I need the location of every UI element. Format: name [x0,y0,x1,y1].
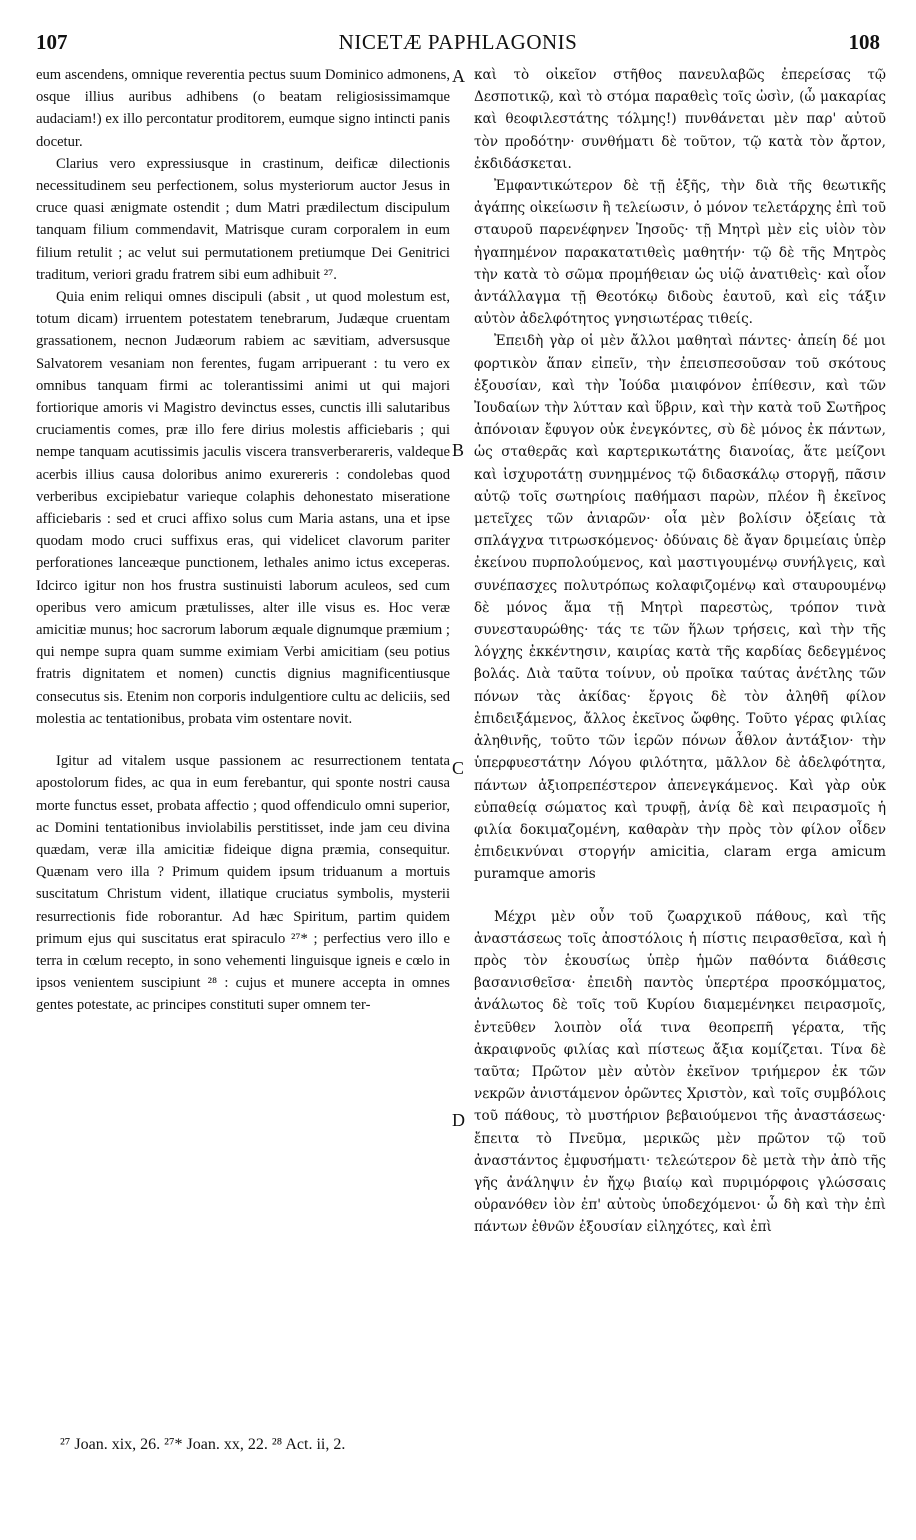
margin-marker-b: B [452,440,465,460]
margin-marker-d: D [452,1110,465,1130]
greek-column [474,64,886,1239]
margin-markers [448,0,476,1540]
greek-paragraph: καὶ τὸ οἰκεῖον στῆθος πανευλαβῶς ἐπερείσας τῷ Δεσποτικῷ, καὶ τὸ στόμα παραθεὶς τοῖς ὠσὶν, (ὦ μακαρίας καὶ θεοφιλεστάτης τόλμης!) πυνθάνεται μὲν παρ' αὐτοῦ τὸν προδότην· συνθήματι δὲ τοῦτον, τῷ κατὰ τὸν ἄρτον, ἐκδιδάσκεται. [474,67,886,172]
margin-marker-c: C [452,758,465,778]
greek-paragraph: Ἐμφαντικώτερον δὲ τῇ ἑξῆς, τὴν διὰ τῆς θεωτικῆς ἀγάπης οἰκείωσιν ἢ τελείωσιν, ὁ μόνον τελετάρχης ἐπὶ τοῦ σταυροῦ παρενέφηνεν Ἰησοῦς· τῇ Μητρὶ μὲν εἰς υἱὸν τὸν ἠγαπημένον παρακατατιθεὶς μαθητήν· τῷ δὲ τῆς Μητρὸς τὴν κατὰ τὸ σῶμα προμήθειαν ὡς υἱῷ ἀνατιθεὶς· καὶ οἷον ἀντάλλαγμα τῇ Θεοτόκῳ διδοὺς ἑαυτοῦ, καὶ εἰς τάξιν αὐτὸν ἀδελφότητος γνησιωτέρας τιθείς. [474,178,886,328]
latin-column [36,64,450,1017]
latin-paragraph: Igitur ad vitalem usque passionem ac resurrectionem tentata apostolorum fides, ac qua in eum ferebantur, qui sponte nostri causa morte functus esset, probata affectio ; quod offendiculo omni superior, ac Domini tentationibus inviolabilis perstitisset, inde jam ceu divina quædam, veræ illa amicitiæ fideique digna præmia, consequitur. Quænam vero illa ? Primum quidem ipsum triduanum a mortuis suscitatum Christum vident, illatique cruciatus symbolis, mysterii resurrectionis fide roborantur. Ad hæc Spiritum, partim quidem primum ejus qui suscitatus erat spiraculo ²⁷* ; perfectius vero illo e terra in cœlum recepto, in sono vehementi linguisque igneis e cœlo in ipsos venientem suscipiunt ²⁸ : cujus et munere accepta in omnes gentes potestate, ac principes constituti super omnem ter- [36,753,450,1014]
margin-marker-a: A [452,66,465,86]
latin-paragraph: Quia enim reliqui omnes discipuli (absit , ut quod molestum est, totum dicam) irruentem potestatem tenebrarum, Judæque cruentam grassationem, necnon Judæorum rabiem ac sævitiam, adversusque Salvatorem vesaniam non ferentes, fugam arripuerant : tu vero ex omnibus tanquam firmi ac tolerantissimi animi ut qui majori fortiorique amoris vi Magistro devinctus esses, cunctis illi salutaribus cruciamentis comes, præ illo fere dirius molestis afficiebaris ; qui nempe tanquam acutissimis jaculis viscera transverberareris, valdeque acerbis illius causa doloribus animo exurereris : condolebas quod verberibus excipiebatur varieque colaphis dehonestato miseratione afficiebaris : sed et cruci affixo solus cum Maria astans, una et ipse quodam modo cruci suffixus eras, qui videlicet clavorum pariter perforationes lanceæque punctionem, lethales animo ictus exceperas. Idcirco igitur non hos frustra sustinuisti laborum aculeos, sed cum operibus vero amicum prætulisses, alter ille visus es. Hoc veræ amicitiæ munus; hoc sacrorum laborum æquale dignumque præmium ; qui nempe supra quam summe eximiam Verbi amicitiam (seu potius fratris dignitatem et nomen) cunctis dignius magnificentiusque consecutus sis. Etenim non corporis indulgentiore cultu ac deliciis, sed molestia ac tentationibus, probata vim ostentare novit. [36,289,450,727]
latin-paragraph: Clarius vero expressiusque in crastinum, deificæ dilectionis necessitudinem seu perfectionem, solus mysteriorum auctor Jesus in cruce quasi ænigmate ostendit ; dum Matri prædilectum discipulum tanquam filium commendavit, Matrisque curam corporalem in eum filium retulit ; ac velut sui permutationem pretiumque Dei Genitrici traditum, veriori gradu fratrem sibi eum adhibuit ²⁷. [36,155,450,283]
running-title: NICETÆ PAPHLAGONIS [338,30,578,54]
page-number-left: 107 [36,30,68,54]
page-number-right: 108 [848,30,880,54]
latin-paragraph: eum ascendens, omnique reverentia pectus suum Dominico admonens, osque illius auribus adhibens (o beatam religiosissimamque audaciam!) ex illo percontatur proditorem, eumque signo intincti panis docetur. [36,67,450,150]
greek-paragraph: Μέχρι μὲν οὖν τοῦ ζωαρχικοῦ πάθους, καὶ τῆς ἀναστάσεως τοῖς ἀποστόλοις ἡ πίστις πειρασθεῖσα, καὶ ἡ πρὸς τὸν ἑκουσίως ὑπὲρ ἡμῶν παθόντα διάθεσις βασανισθεῖσα· ἐπειδὴ παντὸς ὑπερτέρα προσκόμματος, ἀνάλωτος δὲ τοῖς τοῦ Κυρίου διαμεμένηκει πειρασμοῖς, ἐντεῦθεν λοιπὸν οἷά τινα θεοπρεπῆ γέρατα, τῆς ἀκραιφνοῦς φιλίας καὶ πίστεως ἄξια κομίζεται. Τίνα δὲ ταῦτα; Πρῶτον μὲν αὐτὸν ἐκεῖνον τριήμερον ἐκ τῶν νεκρῶν ἀνιστάμενον ὁρῶντες Χριστὸν, καὶ τοῖς συμβόλοις τοῦ πάθους, τὸ μυστήριον βεβαιούμενοι τῆς ἀναστάσεως· ἔπειτα τὸ Πνεῦμα, μερικῶς μὲν πρῶτον τῷ τοῦ ἀναστάντος ἐμφυσήματι· τελεώτερον δὲ μετὰ τὴν ἀπὸ τῆς γῆς ἀνάληψιν ἐν ἤχῳ βιαίῳ καὶ πυριμόρφοις γλώσσαις οὐρανόθεν ἰὸν ἐπ' αὐτοὺς ὑποδεχόμενοι· ὧ δὴ καὶ τὴν ἐπὶ πάντων ἐθνῶν ἐξουσίαν εἰληχότες, καὶ ἐπὶ [474,908,886,1236]
footnotes: ²⁷ Joan. xix, 26. ²⁷* Joan. xx, 22. ²⁸ Act. ii, 2. [60,1436,346,1453]
greek-paragraph: Ἐπειδὴ γὰρ οἱ μὲν ἄλλοι μαθηταὶ πάντες· ἀπείη δέ μοι φορτικὸν ἅπαν εἰπεῖν, τὴν ἐπεισπεσοῦσαν τοῦ σκότους ἐξουσίαν, καὶ τὴν Ἰούδα μιαιφόνον ἐπίθεσιν, καὶ τῶν Ἰουδαίων τὴν λύτταν καὶ ὕβριν, καὶ τὴν κατὰ τοῦ Σωτῆρος ἀπόνοιαν ἔφυγον οὐκ ἐνεγκόντες, σὺ δὲ μόνος ἐκ πάντων, ὡς σταθερᾶς καὶ καρτερικωτάτης διανοίας, ἅτε μείζονι καὶ ἰσχυροτάτῃ συνημμένος τῷ διδασκάλῳ στοργῇ, πᾶσιν αὐτῷ τοῖς σωτηρίοις παθήμασι παρὼν, πλέον ἢ ἐκεῖνος μετεῖχες τῶν ἀνιαρῶν· οἷα μὲν βολίσιν ὀξείαις τὰ σπλάγχνα τιτρωσκόμενος· ὀδύναις δὲ ἄγαν δριμείαις ὑπὲρ ἐκείνου πυρπολούμενος, καὶ μαστιγουμένῳ συνήλγεις, καὶ συνέπασχες πολυτρόπως κολαφιζομένῳ καὶ σταυρουμένῳ δὲ μόνος ἅμα τῇ Μητρὶ παρεστὼς, τρόπον τινὰ συνεσταυρώθης· τάς τε τῶν ἥλων τρήσεις, καὶ τὴν τῆς λόγχης ἐκκέντησιν, καιρίας κατὰ τῆς καρδίας δεδεγμένος βολάς. Διὰ ταῦτα τοίνυν, οὐ προῖκα ταύτας ἀνέτλης τῶν πόνων τὰς ἀκίδας· ἔργοις δὲ τὸν ἀληθῆ φίλον ἐπιδειξάμενος, ἄλλος ἐκεῖνος ὤφθης. Τοῦτο γέρας φιλίας ἀληθινῆς, τοῦτο τῶν ἱερῶν πόνων ἆθλον ἀντάξιον· τὴν ὑπερφυεστάτην Λόγου φιλότητα, μᾶλλον δὲ ἀδελφότητα, πάντων ἀξιοπρεπέστερον ἀπενεγκάμενος. Καὶ γὰρ οὐκ εὐπαθείᾳ σώματος καὶ τρυφῇ, ἀνίᾳ δὲ καὶ πειρασμοῖς ἡ φιλία δοκιμαζομένη, καθαρὰν τὴν πρὸς τὸν φίλον οἶδεν ἐπιδεικνύναι στοργήν amicitia, claram erga amicum puramque amoris [474,333,886,883]
